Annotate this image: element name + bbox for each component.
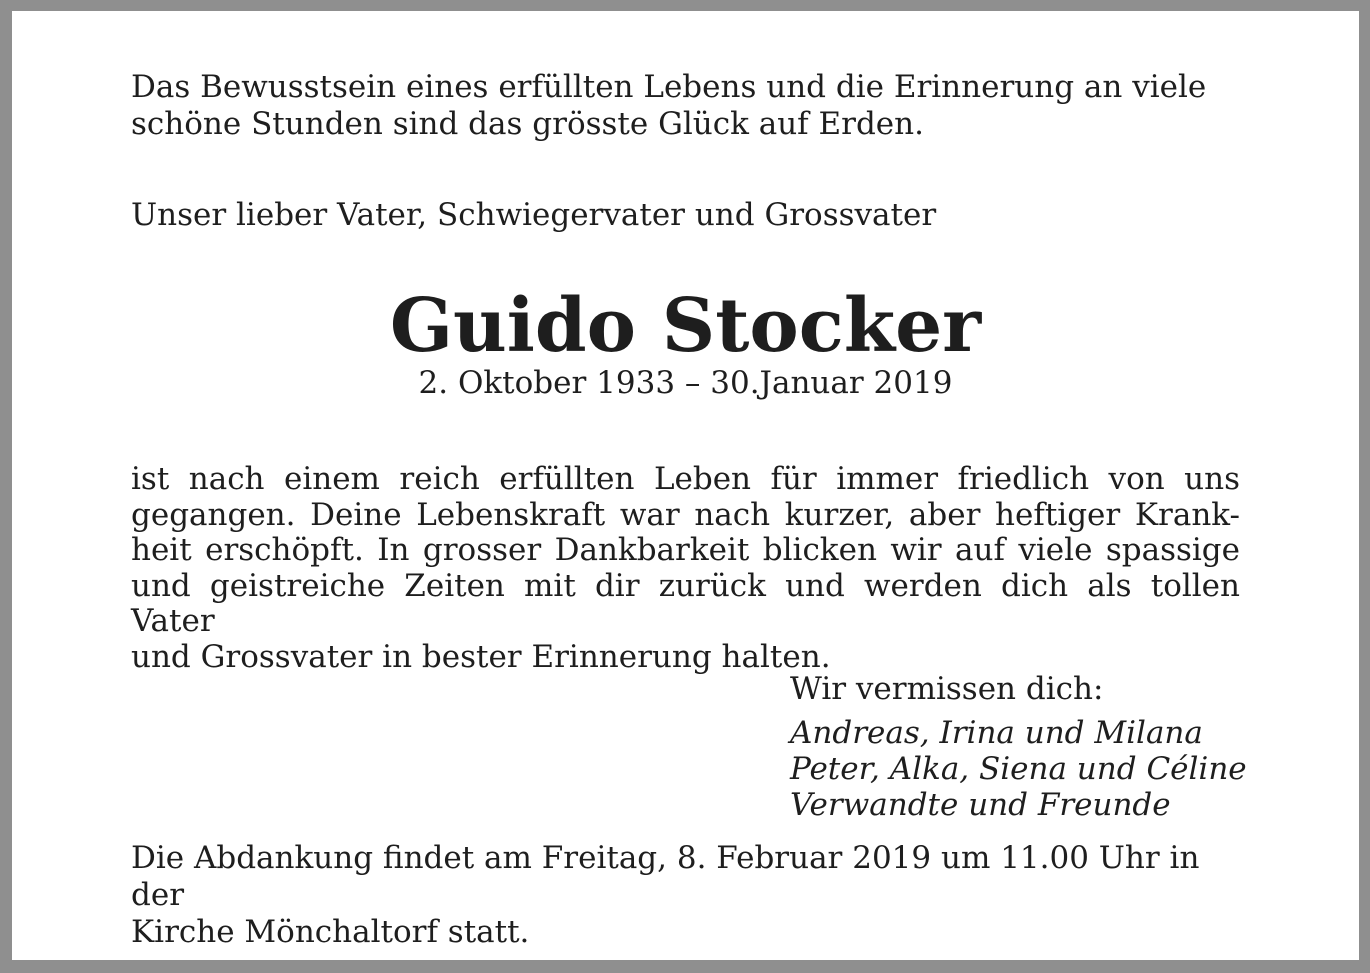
deceased-name: Guido Stocker [389,283,982,369]
signers-list [790,715,1247,823]
service-line-1: Die Abdankung findet am Freitag, 8. Februar 2019 um 11.00 Uhr in der [131,840,1200,913]
intro-text: Unser lieber Vater, Schwiegervater und Grossvater [131,197,937,233]
life-dates: 2. Oktober 1933 – 30.Januar 2019 [418,365,953,401]
motto-line-2: schöne Stunden sind das grösste Glück auf Erden. [131,106,924,142]
body-line-5: und Grossvater in bester Erinnerung halten. [131,638,831,675]
motto-line-1: Das Bewusstsein eines erfüllten Lebens und die Erinnerung an viele [131,69,1207,105]
obituary-card [12,11,1359,960]
body-line-3: heit erschöpft. In grosser Dankbarkeit blicken wir auf viele spassige [131,532,1240,568]
signer-line-1: Andreas, Irina und Milana [790,715,1203,751]
service-line-2: Kirche Mönchaltorf statt. [131,914,530,950]
body-line-4: und geistreiche Zeiten mit dir zurück und werden dich als tollen Vater [131,567,1240,639]
signer-line-2: Peter, Alka, Siena und Céline [790,751,1247,787]
obituary-body [131,462,1240,675]
signoff-text: Wir vermissen dich: [790,671,1104,707]
signer-line-3: Verwandte und Freunde [790,787,1171,823]
body-line-1: ist nach einem reich erfüllten Leben für immer friedlich von uns [131,461,1240,497]
body-line-2: gegangen. Deine Lebenskraft war nach kurzer, aber heftiger Krank- [131,496,1240,533]
motto-quote [131,69,1240,143]
service-info [131,840,1240,951]
